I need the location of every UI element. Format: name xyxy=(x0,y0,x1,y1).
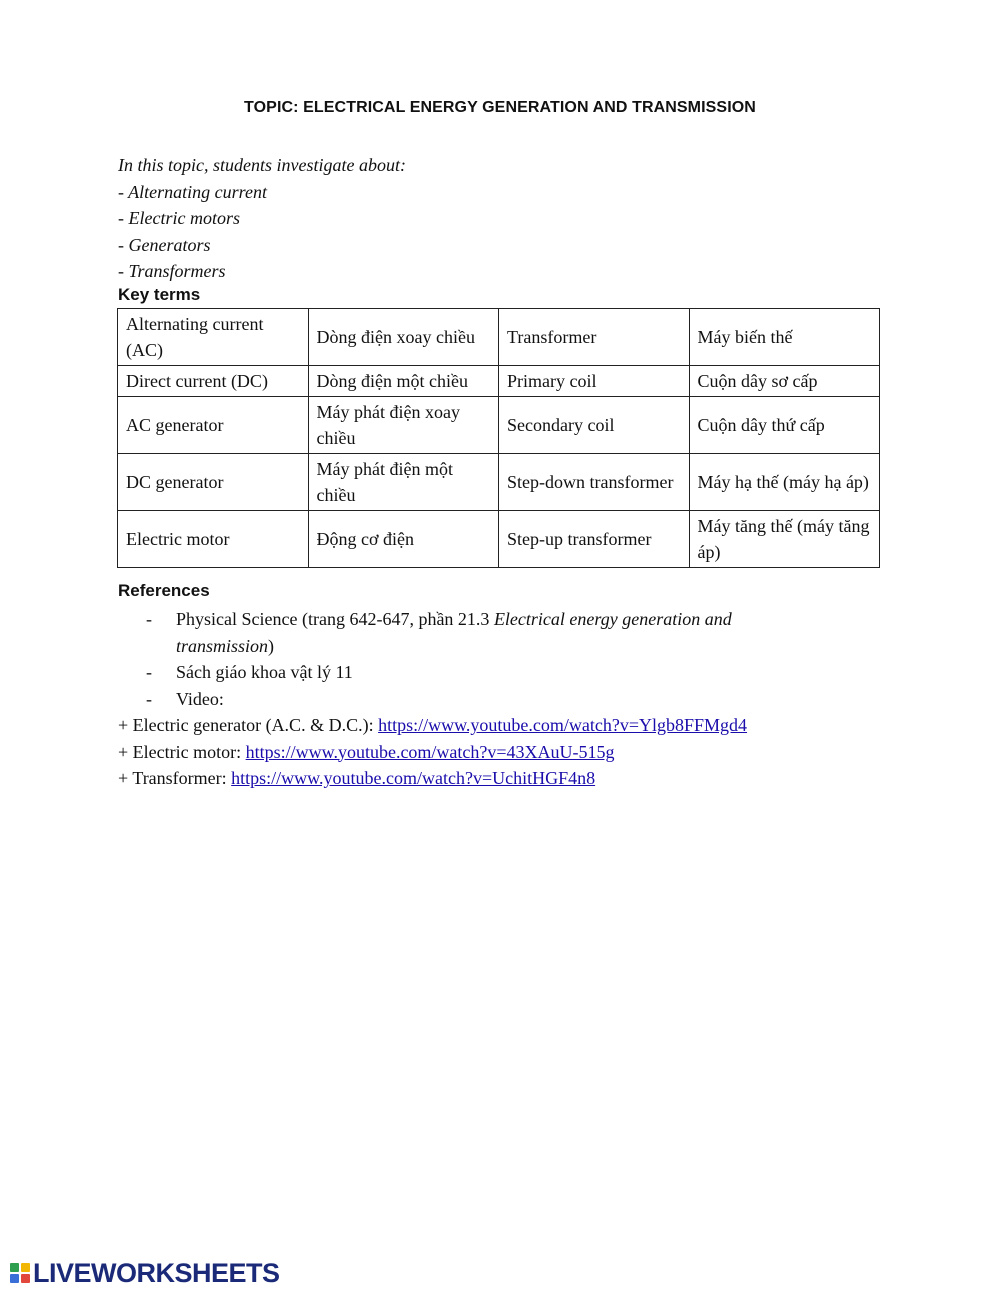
table-row xyxy=(118,454,880,511)
term-vietnamese: Máy phát điện một chiều xyxy=(308,454,499,511)
intro-item: - Transformers xyxy=(118,261,226,281)
term-english: Primary coil xyxy=(499,366,690,397)
logo-block xyxy=(21,1263,30,1272)
term-vietnamese: Cuộn dây sơ cấp xyxy=(689,366,880,397)
liveworksheets-logo[interactable] xyxy=(10,1258,280,1288)
references-list xyxy=(118,606,818,712)
key-terms-table xyxy=(117,308,880,568)
list-dash: - xyxy=(146,609,152,629)
video-link[interactable]: https://www.youtube.com/watch?v=UchitHGF4n8 xyxy=(231,768,596,788)
term-vietnamese: Động cơ điện xyxy=(308,511,499,568)
term-english: AC generator xyxy=(118,397,309,454)
intro-section xyxy=(118,152,406,285)
video-links xyxy=(118,712,747,792)
term-vietnamese: Máy hạ thế (máy hạ áp) xyxy=(689,454,880,511)
video-link-row xyxy=(118,765,747,792)
term-english: Transformer xyxy=(499,309,690,366)
list-dash: - xyxy=(146,688,152,709)
term-vietnamese: Máy phát điện xoay chiều xyxy=(308,397,499,454)
table-row xyxy=(118,511,880,568)
term-vietnamese: Máy tăng thế (máy tăng áp) xyxy=(689,511,880,568)
intro-item: - Electric motors xyxy=(118,208,240,228)
video-link[interactable]: https://www.youtube.com/watch?v=Ylgb8FFMgd4 xyxy=(378,715,748,735)
logo-block xyxy=(10,1274,19,1283)
video-label: + Electric motor: xyxy=(118,741,246,762)
reference-item xyxy=(118,659,818,686)
term-vietnamese: Cuộn dây thứ cấp xyxy=(689,397,880,454)
video-link[interactable]: https://www.youtube.com/watch?v=43XAuU-515g xyxy=(245,741,615,762)
references-heading: References xyxy=(118,581,210,600)
reference-italic-text: Electrical energy generation and transmission xyxy=(176,609,732,656)
term-english: Step-down transformer xyxy=(499,454,690,511)
reference-text: Sách giáo khoa vật lý 11 xyxy=(176,662,353,682)
page-title: TOPIC: ELECTRICAL ENERGY GENERATION AND TRANSMISSION xyxy=(244,99,756,116)
term-english: Alternating current (AC) xyxy=(118,309,309,366)
term-english: Secondary coil xyxy=(499,397,690,454)
term-vietnamese: Máy biến thế xyxy=(689,309,880,366)
key-terms-heading: Key terms xyxy=(118,285,201,304)
reference-item xyxy=(118,606,818,659)
reference-text: Physical Science (trang 642-647, phần 21.3 xyxy=(176,609,494,629)
list-dash: - xyxy=(146,662,152,682)
video-label: + Transformer: xyxy=(118,768,232,788)
intro-item: - Alternating current xyxy=(118,181,267,202)
table-row xyxy=(118,366,880,397)
video-link-row xyxy=(118,712,747,739)
term-vietnamese: Dòng điện một chiều xyxy=(308,366,499,397)
logo-text: LIVEWORKSHEETS xyxy=(33,1257,280,1288)
intro-lead: In this topic, students investigate about: xyxy=(118,155,406,175)
table-row xyxy=(118,309,880,366)
logo-blocks-icon xyxy=(10,1263,30,1283)
reference-item xyxy=(118,686,818,713)
video-link-row xyxy=(118,739,747,766)
reference-text-end: ) xyxy=(268,635,275,656)
term-english: Direct current (DC) xyxy=(118,366,309,397)
term-vietnamese: Dòng điện xoay chiều xyxy=(308,309,499,366)
video-label: + Electric generator (A.C. & D.C.): xyxy=(118,715,379,735)
intro-item: - Generators xyxy=(118,234,211,255)
term-english: Electric motor xyxy=(118,511,309,568)
logo-block xyxy=(21,1274,30,1283)
term-english: Step-up transformer xyxy=(499,511,690,568)
logo-block xyxy=(10,1263,19,1272)
reference-text: Video: xyxy=(176,688,224,709)
table-row xyxy=(118,397,880,454)
term-english: DC generator xyxy=(118,454,309,511)
